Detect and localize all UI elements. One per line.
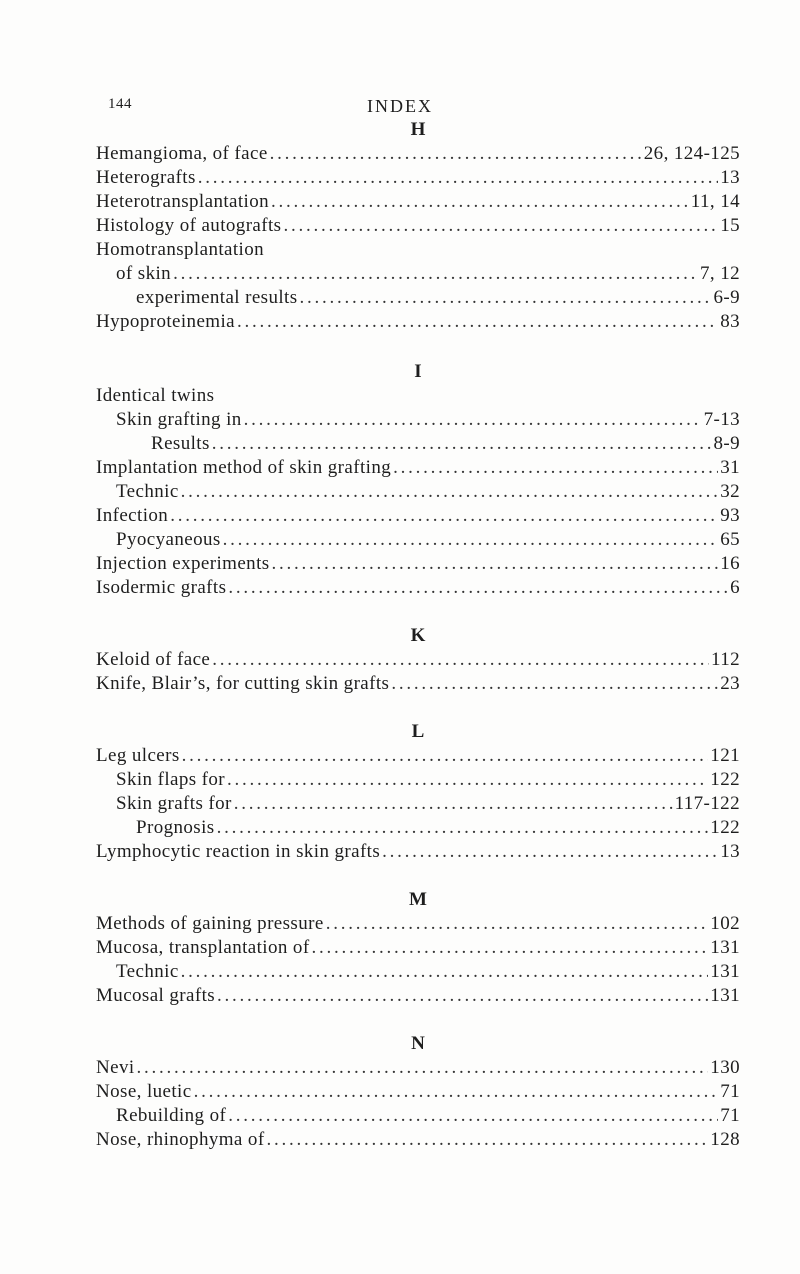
entry-term: Identical twins (96, 385, 215, 406)
entry-term: of skin (116, 263, 172, 284)
entry-pages: 117-122 (674, 793, 740, 814)
index-entry (96, 984, 740, 1008)
index-entry (96, 840, 740, 864)
dot-leader (217, 816, 709, 840)
dot-leader (312, 936, 709, 960)
dot-leader (181, 480, 719, 504)
index-entry (96, 408, 740, 432)
entry-pages: 122 (710, 769, 740, 790)
entry-pages: 15 (720, 215, 740, 236)
index-entry (96, 190, 740, 214)
index-entry (96, 214, 740, 238)
entry-term: Homotransplantation (96, 239, 265, 260)
dot-leader (283, 214, 718, 238)
dot-leader (237, 310, 718, 334)
index-entry (96, 576, 740, 600)
page-number: 144 (108, 96, 132, 112)
entry-term: Hemangioma, of face (96, 143, 268, 164)
entry-pages: 7, 12 (700, 263, 740, 284)
entry-term: Skin grafts for (116, 793, 232, 814)
index-section (96, 1032, 740, 1152)
index-section (96, 888, 740, 1008)
entry-term: Isodermic grafts (96, 577, 227, 598)
index-entry (96, 768, 740, 792)
entry-term: Rebuilding of (116, 1105, 227, 1126)
entry-pages: 32 (720, 481, 740, 502)
index-entry (96, 816, 740, 840)
index-entry (96, 504, 740, 528)
dot-leader (271, 190, 689, 214)
entry-term: Histology of autografts (96, 215, 282, 236)
entry-term: Skin flaps for (116, 769, 226, 790)
index-entry (96, 672, 740, 696)
dot-leader (137, 1056, 709, 1080)
entry-pages: 93 (720, 505, 740, 526)
entry-term: Implantation method of skin grafting (96, 457, 392, 478)
entry-term: Technic (116, 481, 179, 502)
section-letter: L (411, 721, 425, 742)
index-section (96, 360, 740, 600)
index-entry (96, 1128, 740, 1152)
entry-pages: 65 (720, 529, 740, 550)
entry-term: Pyocyaneous (116, 529, 221, 550)
dot-leader (173, 262, 698, 286)
entry-pages: 6-9 (713, 287, 740, 308)
index-section (96, 118, 740, 334)
index-entry (96, 960, 740, 984)
entry-term: Heterotransplantation (96, 191, 270, 212)
dot-leader (181, 960, 709, 984)
entry-term: Results (151, 433, 210, 454)
index-section (96, 720, 740, 864)
entry-pages: 6 (730, 577, 740, 598)
dot-leader (272, 552, 719, 576)
entry-pages: 121 (710, 745, 740, 766)
index-entry (96, 456, 740, 480)
entry-term: Hypoproteinemia (96, 311, 235, 332)
entry-term: Keloid of face (96, 649, 211, 670)
index-entry (96, 1056, 740, 1080)
entry-term: Infection (96, 505, 169, 526)
dot-leader (244, 408, 702, 432)
dot-leader (212, 648, 709, 672)
dot-leader (223, 528, 719, 552)
entry-pages: 16 (720, 553, 740, 574)
index-entry (96, 142, 740, 166)
index-entry (96, 744, 740, 768)
section-letter: H (410, 119, 426, 140)
index-entry (96, 1080, 740, 1104)
entry-pages: 122 (710, 817, 740, 838)
entry-pages: 31 (720, 457, 740, 478)
entry-pages: 11, 14 (690, 191, 740, 212)
dot-leader (267, 1128, 709, 1152)
entry-pages: 7-13 (703, 409, 740, 430)
entry-pages: 112 (711, 649, 740, 670)
dot-leader (217, 984, 708, 1008)
entry-term: Knife, Blair’s, for cutting skin grafts (96, 673, 390, 694)
entry-term: Prognosis (136, 817, 215, 838)
section-letter: M (409, 889, 427, 910)
dot-leader (234, 792, 673, 816)
entry-pages: 13 (720, 167, 740, 188)
entry-term: Lymphocytic reaction in skin grafts (96, 841, 381, 862)
index-entry (96, 384, 740, 408)
entry-term: Leg ulcers (96, 745, 180, 766)
dot-leader (382, 840, 718, 864)
index-entry (96, 936, 740, 960)
index-entry (96, 262, 740, 286)
dot-leader (228, 1104, 718, 1128)
dot-leader (393, 456, 718, 480)
entry-pages: 128 (710, 1129, 740, 1150)
index-entry (96, 286, 740, 310)
index-entry (96, 912, 740, 936)
index-entry (96, 310, 740, 334)
entry-term: Nevi (96, 1057, 135, 1078)
entry-term: Technic (116, 961, 179, 982)
entry-pages: 102 (710, 913, 740, 934)
entry-pages: 23 (720, 673, 740, 694)
entry-pages: 131 (710, 961, 740, 982)
dot-leader (228, 576, 728, 600)
dot-leader (170, 504, 718, 528)
dot-leader (227, 768, 708, 792)
index-entry (96, 552, 740, 576)
running-title: INDEX (367, 96, 433, 116)
index-entry (96, 238, 740, 262)
index-entry (96, 432, 740, 456)
dot-leader (212, 432, 712, 456)
entry-pages: 131 (710, 985, 740, 1006)
entry-pages: 71 (720, 1081, 740, 1102)
page-header (0, 96, 800, 120)
index-entry (96, 528, 740, 552)
section-letter: N (411, 1033, 425, 1054)
entry-term: Mucosal grafts (96, 985, 216, 1006)
entry-pages: 130 (710, 1057, 740, 1078)
section-letter: K (410, 625, 426, 646)
entry-term: Methods of gaining pressure (96, 913, 324, 934)
entry-term: Nose, luetic (96, 1081, 192, 1102)
entry-pages: 131 (710, 937, 740, 958)
index-entry (96, 166, 740, 190)
entry-term: Mucosa, transplantation of (96, 937, 310, 958)
entry-pages: 13 (720, 841, 740, 862)
dot-leader (182, 744, 709, 768)
entry-term: experimental results (136, 287, 298, 308)
entry-term: Injection experiments (96, 553, 270, 574)
entry-term: Nose, rhinophyma of (96, 1129, 265, 1150)
entry-pages: 26, 124-125 (643, 143, 740, 164)
index-section (96, 624, 740, 696)
section-letter: I (414, 361, 422, 382)
entry-pages: 71 (720, 1105, 740, 1126)
entry-pages: 8-9 (713, 433, 740, 454)
index-entry (96, 1104, 740, 1128)
entry-pages: 83 (720, 311, 740, 332)
entry-term: Heterografts (96, 167, 196, 188)
index-entry (96, 648, 740, 672)
index-body (96, 118, 740, 1152)
dot-leader (391, 672, 718, 696)
dot-leader (194, 1080, 719, 1104)
dot-leader (326, 912, 709, 936)
dot-leader (198, 166, 718, 190)
index-entry (96, 480, 740, 504)
index-entry (96, 792, 740, 816)
dot-leader (300, 286, 712, 310)
dot-leader (270, 142, 642, 166)
entry-term: Skin grafting in (116, 409, 242, 430)
